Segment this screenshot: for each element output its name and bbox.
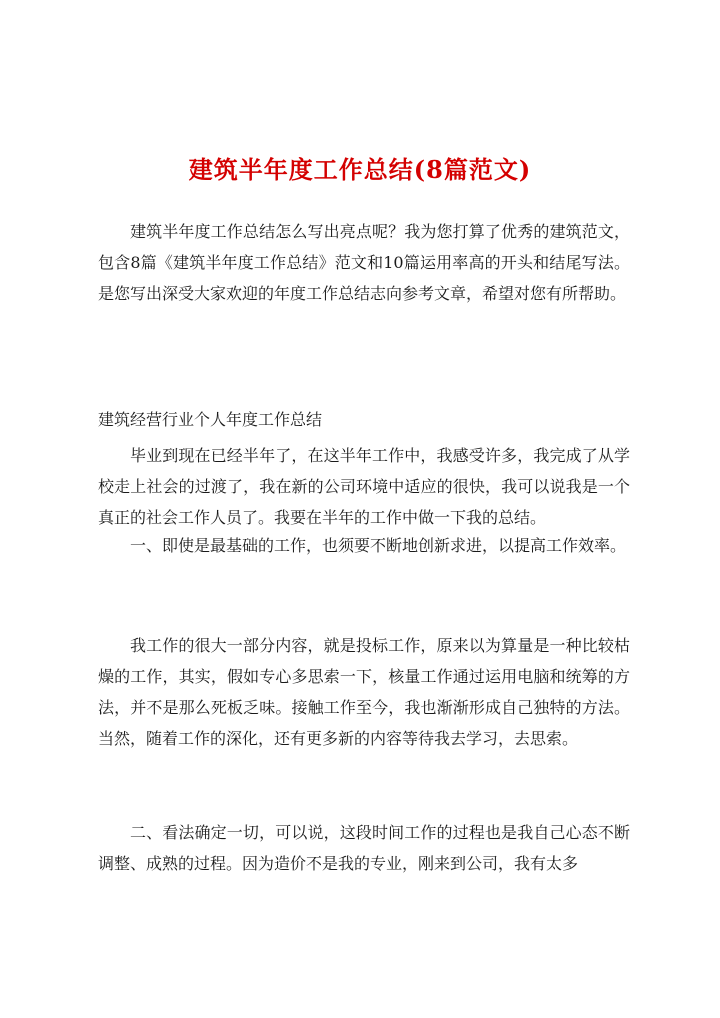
body-paragraph: 毕业到现在已经半年了，在这半年工作中，我感受许多，我完成了从学校走上社会的过渡了，我在新的公司环境中适应的很快，我可以说我是一个真正的社会工作人员了。我要在半年的工作中做一下我的总结。	[98, 446, 630, 527]
body-paragraph: 二、看法确定一切，可以说，这段时间工作的过程也是我自己心态不断调整、成熟的过程。因为造价不是我的专业，刚来到公司，我有太多	[98, 823, 630, 873]
body-paragraph: 我工作的很大一部分内容，就是投标工作，原来以为算量是一种比较枯燥的工作，其实，假如专心多思索一下，核量工作通过运用电脑和统筹的方法，并不是那么死板乏味。接触工作至今，我也渐渐形成自己独特的方法。当然，随着工作的深化，还有更多新的内容等待我去学习，去思索。	[98, 636, 630, 748]
document-title: 建筑半年度工作总结(8篇范文)	[188, 155, 532, 184]
section-heading: 建筑经营行业个人年度工作总结	[98, 410, 323, 429]
intro-paragraph: 建筑半年度工作总结怎么写出亮点呢？我为您打算了优秀的建筑范文，包含8篇《建筑半年度工作总结》范文和10篇运用率高的开头和结尾写法。是您写出深受大家欢迎的年度工作总结志向参考文章，希望对您有所帮助。	[98, 222, 630, 303]
body-paragraph: 一、即使是最基础的工作，也须要不断地创新求进，以提高工作效率。	[130, 536, 627, 555]
